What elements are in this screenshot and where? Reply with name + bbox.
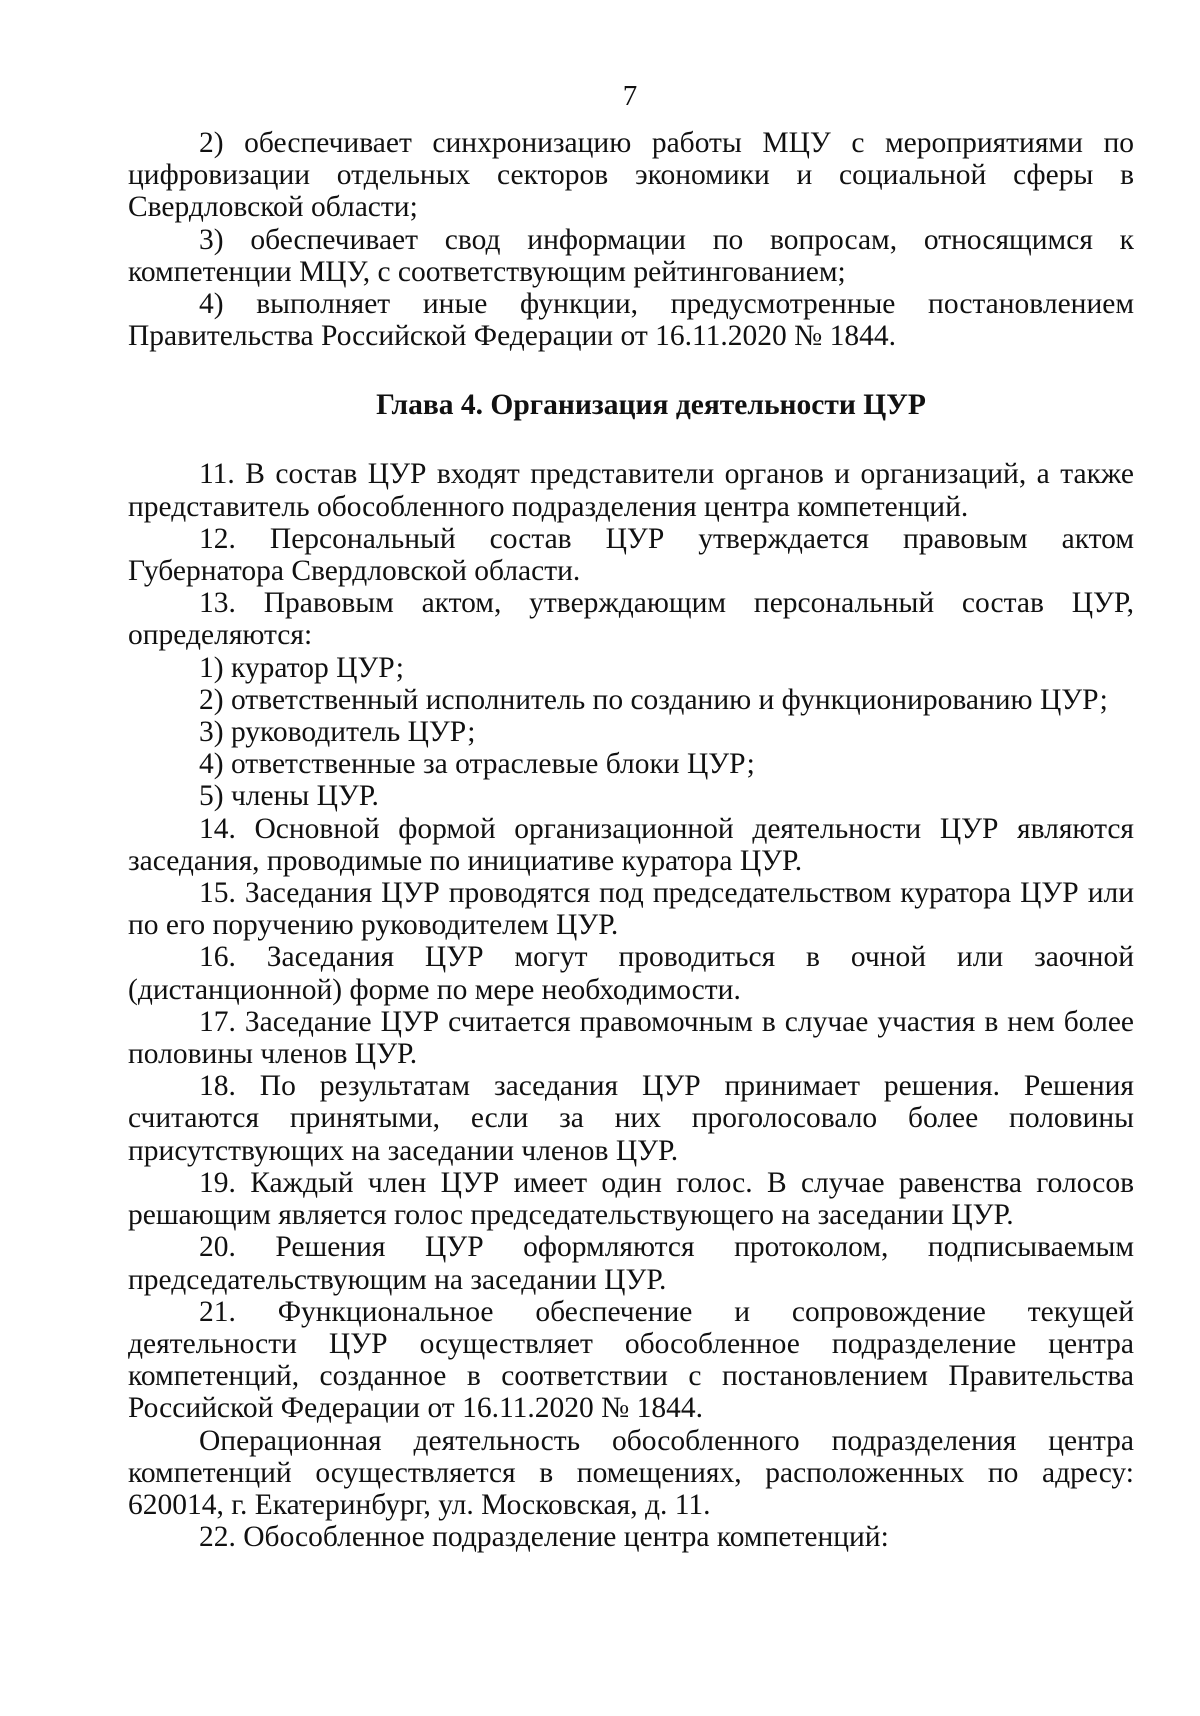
clause-15: 15. Заседания ЦУР проводятся под председательством куратора ЦУР или по его поручению руководителем ЦУР.	[128, 877, 1134, 942]
clause-13-item-2: 2) ответственный исполнитель по созданию и функционированию ЦУР;	[199, 683, 1108, 716]
clause-19: 19. Каждый член ЦУР имеет один голос. В случае равенства голосов решающим является голос председательствующего на заседании ЦУР.	[128, 1166, 1134, 1232]
page-number: 7	[622, 80, 638, 112]
document-body	[128, 127, 1134, 1553]
function-item-4: 4) выполняет иные функции, предусмотренные постановлением Правительства Российской Федерации от 16.11.2020 № 1844.	[128, 288, 1134, 353]
clause-13-item-4: 4) ответственные за отраслевые блоки ЦУР;	[199, 748, 755, 781]
clause-16: 16. Заседания ЦУР могут проводиться в очной или заочной (дистанционной) форме по мере необходимости.	[128, 941, 1134, 1006]
clause-13-item-1: 1) куратор ЦУР;	[199, 651, 404, 684]
function-item-2: 2) обеспечивает синхронизацию работы МЦУ с мероприятиями по цифровизации отдельных секторов экономики и социальной сферы в Свердловской области;	[128, 127, 1134, 224]
clause-11: 11. В состав ЦУР входят представители органов и организаций, а также представитель обособленного подразделения центра компетенций.	[128, 458, 1134, 523]
clause-14: 14. Основной формой организационной деятельности ЦУР являются заседания, проводимые по инициативе куратора ЦУР.	[128, 812, 1134, 877]
clause-12: 12. Персональный состав ЦУР утверждается правовым актом Губернатора Свердловской области.	[128, 522, 1134, 588]
clause-17: 17. Заседание ЦУР считается правомочным в случае участия в нем более половины членов ЦУР.	[128, 1005, 1134, 1071]
clause-13-item-5: 5) члены ЦУР.	[199, 780, 379, 813]
clause-13: 13. Правовым актом, утверждающим персональный состав ЦУР, определяются:	[128, 587, 1134, 652]
clause-20: 20. Решения ЦУР оформляются протоколом, подписываемым председательствующим на заседании ЦУР.	[128, 1231, 1134, 1296]
clause-18: 18. По результатам заседания ЦУР принимает решения. Решения считаются принятыми, если за них проголосовало более половины присутствующих на заседании членов ЦУР.	[128, 1070, 1134, 1167]
function-item-3: 3) обеспечивает свод информации по вопросам, относящимся к компетенции МЦУ, с соответствующим рейтингованием;	[128, 223, 1134, 288]
clause-13-item-3: 3) руководитель ЦУР;	[199, 716, 476, 749]
clause-22: 22. Обособленное подразделение центра компетенций:	[199, 1521, 889, 1554]
chapter-heading: Глава 4. Организация деятельности ЦУР	[376, 389, 926, 422]
clause-21: 21. Функциональное обеспечение и сопровождение текущей деятельности ЦУР осуществляет обособленное подразделение центра компетенций, созданное в соответствии с постановлением Правительства Российской Федерации от 16.11.2020 № 1844.	[128, 1295, 1134, 1425]
clause-21-operational: Операционная деятельность обособленного подразделения центра компетенций осуществляется в помещениях, расположенных по адресу: 620014, г. Екатеринбург, ул. Московская, д. 11.	[128, 1424, 1134, 1521]
